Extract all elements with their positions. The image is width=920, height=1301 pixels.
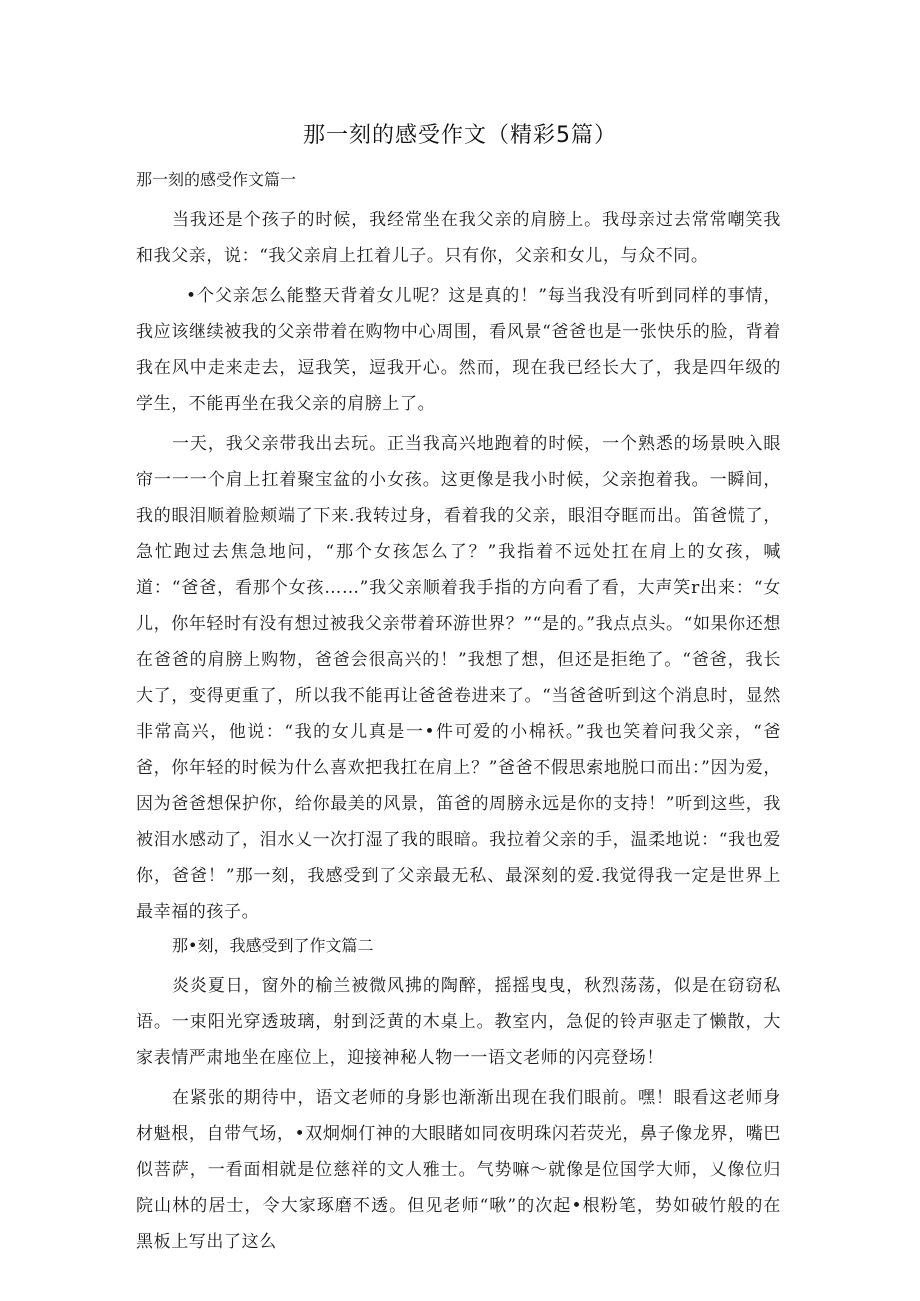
paragraph: 一天，我父亲带我出去玩。正当我高兴地跑着的时候，一个熟悉的场景映入眼帘一一一个肩上扛着聚宝盆的小女孩。这更像是我小时候，父亲抱着我。一瞬间，我的眼泪顺着脸颊端了下来.我转过身，看着我的父亲，眼泪夺眶而出。笛爸慌了，急忙跑过去焦急地问，“那个女孩怎么了？”我指着不远处扛在肩上的女孩，喊道：“爸爸，看那个女孩……”我父亲顺着我手指的方向看了看，大声笑r出来：“女儿，你年轻时有没有想过被我父亲带着环游世界？”“是的。”我点点头。“如果你还想在爸爸的肩膀上购物，爸爸会很高兴的！”我想了想，但还是拒绝了。“爸爸，我长大了，变得更重了，所以我不能再让爸爸卷进来了。“当爸爸听到这个消息时，显然非常高兴，他说：“我的女儿真是一•件可爱的小棉袄。”我也笑着问我父亲，“爸爸，你年轻的时候为什么喜欢把我扛在肩上？”爸爸不假思索地脱口而出：”因为爱，因为爸爸想保护你，给你最美的风景，笛爸的周膀永远是你的支持！”听到这些，我被泪水感动了，泪水乂一次打湿了我的眼暗。我拉着父亲的手，温柔地说：“我也爱你，爸爸！”那一刻，我感受到了父亲最无私、最深刻的爱.我觉得我一定是世界上最幸福的孩子。 [136, 434, 781, 922]
paragraph: •个父亲怎么能整天背着女儿呢？这是真的！”每当我没有听到同样的事情，我应该继续被我的父亲带着在购物中心周围，看风景“爸爸也是一张快乐的脸，背着我在风中走来走去，逗我笑，逗我开心。然而，现在我已经长大了，我是四年级的学生，不能再坐在我父亲的肩膀上了。 [136, 286, 781, 414]
section-heading: 那•刻，我感受到了作文篇二 [172, 936, 374, 955]
document-body [136, 168, 781, 1264]
document-title: 那一刻的感受作文（精彩5篇） [303, 123, 617, 148]
section-heading: 那一刻的感受作文篇一 [136, 170, 297, 189]
paragraph: 当我还是个孩子的时候，我经常坐在我父亲的肩膀上。我母亲过去常常嘲笑我和我父亲，说：“我父亲肩上扛着儿子。只有你，父亲和女儿，与众不同。 [136, 210, 781, 266]
paragraph: 炎炎夏日，窗外的榆兰被微风拂的陶醉，摇摇曳曳，秋烈荡荡，似是在窃窃私语。一束阳光穿透玻璃，射到泛黄的木桌上。教室内，急促的铃声驱走了懒散，大家表情严肃地坐在座位上，迎接神秘人物一一语文老师的闪亮登场！ [136, 976, 781, 1068]
paragraph: 在紧张的期待中，语文老师的身影也渐渐出现在我们眼前。嘿！眼看这老师身材魁根，自带气场，•双炯炯仃神的大眼睹如同夜明珠闪若荧光，鼻子像龙界，嘴巴似菩萨，一看面相就是位慈祥的文人雅士。气势嘛～就像是位国学大师，乂像位归院山林的居士，令大家琢磨不透。但见老师“啾”的次起•根粉笔，势如破竹般的在黑板上写出了这么 [136, 1088, 781, 1252]
